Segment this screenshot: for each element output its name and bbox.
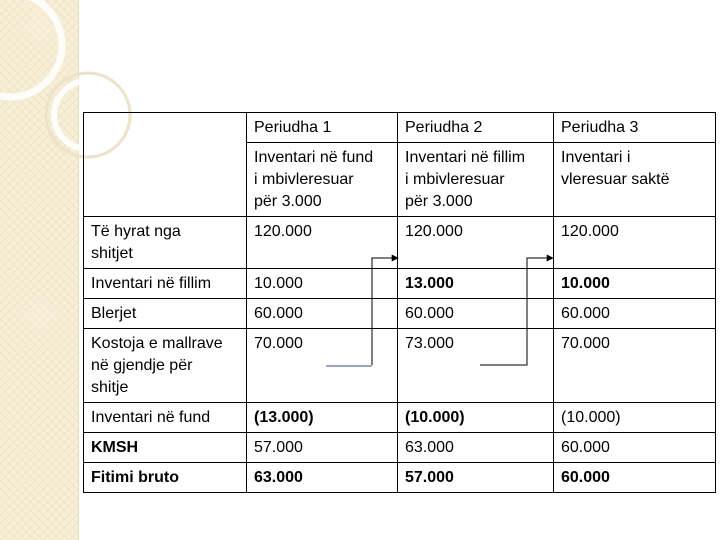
value-cell: (10.000): [554, 403, 716, 433]
value-cell: 120.000: [247, 217, 398, 269]
value-cell: 10.000: [554, 269, 716, 299]
value-cell: 60.000: [554, 433, 716, 463]
row-label: [84, 217, 247, 269]
row-goods-available: [84, 329, 716, 403]
value-cell: 70.000: [554, 329, 716, 403]
description-line: për 3.000: [254, 193, 322, 210]
header-row-periods: [84, 113, 716, 143]
value-cell: 70.000: [247, 329, 398, 403]
value-cell: 120.000: [554, 217, 716, 269]
row-label: Inventari në fund: [84, 403, 247, 433]
description-line: Inventari në fillim: [405, 149, 526, 166]
value-cell: 60.000: [247, 299, 398, 329]
empty-corner-cell: [84, 113, 247, 217]
period-2-description: [398, 143, 554, 217]
value-cell: 13.000: [398, 269, 554, 299]
value-cell: 57.000: [247, 433, 398, 463]
description-line: për 3.000: [405, 193, 473, 210]
row-gross-profit: [84, 463, 716, 493]
row-purchases: [84, 299, 716, 329]
period-1-header: Periudha 1: [247, 113, 398, 143]
label-line: në gjendje për: [91, 357, 193, 374]
value-cell: 63.000: [247, 463, 398, 493]
value-cell: (13.000): [247, 403, 398, 433]
description-line: i mbivleresuar: [254, 171, 354, 188]
row-label: KMSH: [84, 433, 247, 463]
value-cell: 60.000: [398, 299, 554, 329]
description-line: Inventari në fund: [254, 149, 374, 166]
period-3-header: Periudha 3: [554, 113, 716, 143]
period-1-description: [247, 143, 398, 217]
value-cell: 10.000: [247, 269, 398, 299]
inventory-table: [83, 112, 716, 493]
value-cell: (10.000): [398, 403, 554, 433]
value-cell: 60.000: [554, 299, 716, 329]
description-line: i mbivleresuar: [405, 171, 505, 188]
row-label: Blerjet: [84, 299, 247, 329]
value-cell: 120.000: [398, 217, 554, 269]
value-cell: 63.000: [398, 433, 554, 463]
description-line: Inventari i: [561, 149, 631, 166]
value-cell: 73.000: [398, 329, 554, 403]
period-3-description: [554, 143, 716, 217]
label-line: shitje: [91, 379, 129, 396]
row-label: Fitimi bruto: [84, 463, 247, 493]
label-line: Të hyrat nga: [91, 223, 181, 240]
period-2-header: Periudha 2: [398, 113, 554, 143]
row-cogs: [84, 433, 716, 463]
row-beginning-inventory: [84, 269, 716, 299]
row-revenue: [84, 217, 716, 269]
value-cell: 60.000: [554, 463, 716, 493]
label-line: shitjet: [91, 245, 133, 262]
row-label: Inventari në fillim: [84, 269, 247, 299]
row-label: [84, 329, 247, 403]
row-ending-inventory: [84, 403, 716, 433]
value-cell: 57.000: [398, 463, 554, 493]
description-line: vleresuar saktë: [561, 171, 670, 188]
label-line: Kostoja e mallrave: [91, 335, 223, 352]
